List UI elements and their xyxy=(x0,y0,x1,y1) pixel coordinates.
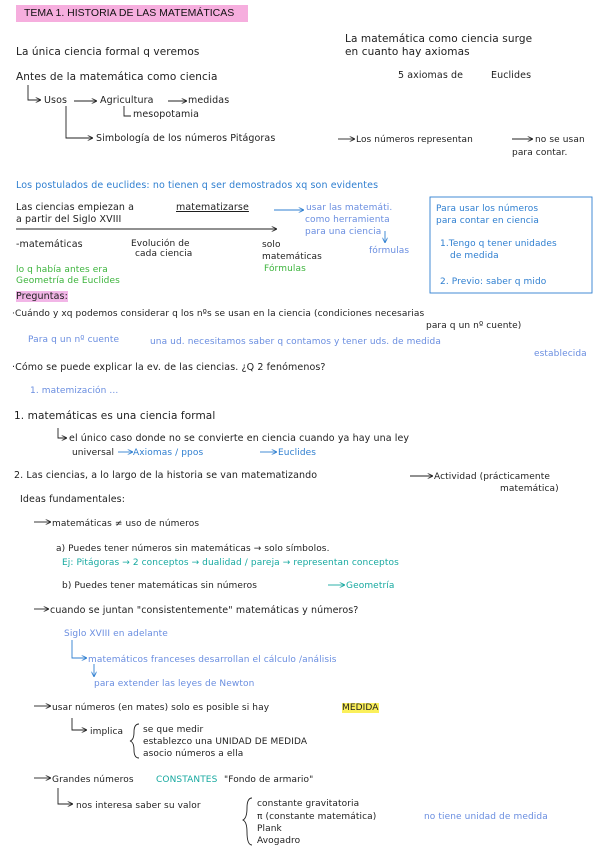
usar-mates-3: para una ciencia xyxy=(305,227,382,237)
formulas-green-label: Fórmulas xyxy=(264,264,306,274)
formulas-label: fórmulas xyxy=(369,246,410,256)
box-line-5: 2. Previo: saber q mido xyxy=(440,277,547,287)
question-1: ·Cuándo y xq podemos considerar q los nºs se usan en la ciencia (condiciones necesarias xyxy=(12,309,425,319)
point-1-arrow xyxy=(58,428,66,438)
implica-item-1: se que medir xyxy=(143,725,204,735)
mesopotamia-branch xyxy=(124,106,131,116)
implica-item-3: asocio números a ella xyxy=(143,749,244,759)
fondo-armario-label: "Fondo de armario" xyxy=(224,775,314,785)
euclides-label: Euclides xyxy=(491,70,532,81)
usos-label: Usos xyxy=(44,95,68,106)
constants-brace xyxy=(243,798,252,845)
implica-label: implica xyxy=(90,727,124,737)
implica-item-2: establezco una UNIDAD DE MEDIDA xyxy=(143,737,308,747)
franceses-line: matemáticos franceses desarrollan el cálculo /análisis xyxy=(88,655,337,665)
box-line-1: Para usar los números xyxy=(436,204,539,214)
universal-label: universal xyxy=(72,448,115,458)
constant-4: Avogadro xyxy=(257,836,301,846)
box-line-3: 1.Tengo q tener unidades xyxy=(440,239,557,249)
medidas-label: medidas xyxy=(188,95,230,106)
box-outline xyxy=(430,197,592,293)
agricultura-label: Agricultura xyxy=(100,95,154,106)
ciencias-line-a: Las ciencias empiezan a xyxy=(16,202,135,213)
axiomas-ppos-label: Axiomas / ppos xyxy=(133,448,204,458)
answer-1-c: establecida xyxy=(534,349,587,359)
simbologia-line: Simbología de los números Pitágoras xyxy=(96,133,276,144)
before-math-line: Antes de la matemática como ciencia xyxy=(16,71,218,83)
evolucion-label-1: Evolución de xyxy=(131,239,190,249)
point-1-title: 1. matemáticas es una ciencia formal xyxy=(14,410,216,422)
solo-label: solo xyxy=(262,240,281,250)
representan-label: Los números representan xyxy=(356,135,473,145)
idea-1: matemáticas ≠ uso de números xyxy=(52,519,200,529)
preguntas-title: Preguntas: xyxy=(16,291,68,302)
implica-arrow xyxy=(72,718,86,730)
question-1-cont: para q un nº cuente) xyxy=(426,321,522,331)
page-title: TEMA 1. HISTORIA DE LAS MATEMÁTICAS xyxy=(16,5,248,22)
idea-2: cuando se juntan "consistentemente" matemáticas y números? xyxy=(50,605,359,616)
implica-brace xyxy=(130,724,139,758)
solo-mates-label: matemáticas xyxy=(262,252,322,262)
franceses-arrow xyxy=(72,640,86,658)
box-line-2: para contar en ciencia xyxy=(436,216,540,226)
idea-1-b: b) Puedes tener matemáticas sin números xyxy=(62,581,258,591)
question-2: ·Cómo se puede explicar la ev. de las ciencias. ¿Q 2 fenómenos? xyxy=(12,362,326,373)
constant-1: constante gravitatoria xyxy=(257,799,360,809)
intro-line: La única ciencia formal q veremos xyxy=(16,46,200,58)
ideas-title: Ideas fundamentales: xyxy=(20,494,126,505)
answer-1-a: Para q un nº cuente xyxy=(28,335,120,345)
constant-2-note: no tiene unidad de medida xyxy=(424,812,548,822)
simbologia-arrow xyxy=(66,106,92,138)
five-axioms-label: 5 axiomas de xyxy=(398,70,464,81)
postulados-line: Los postulados de euclides: no tienen q ser demostrados xq son evidentes xyxy=(16,180,379,191)
idea-3: usar números (en mates) solo es posible si hay xyxy=(52,703,270,713)
actividad-label: Actividad (prácticamente xyxy=(434,472,550,482)
axiomas-line: en cuanto hay axiomas xyxy=(345,46,470,58)
para-contar-label: para contar. xyxy=(512,148,568,158)
usar-mates-1: usar las matemáti. xyxy=(306,203,393,213)
evolucion-label-2: cada ciencia xyxy=(135,249,193,259)
answer-2: 1. matemización ... xyxy=(30,386,119,396)
math-science-line: La matemática como ciencia surge xyxy=(345,33,533,45)
matematizarse-word: matematizarse xyxy=(176,202,249,213)
newton-line: para extender las leyes de Newton xyxy=(94,679,255,689)
geometria-euclides-label: Geometría de Euclides xyxy=(16,276,120,286)
answer-1-b: una ud. necesitamos saber q contamos y tener uds. de medida xyxy=(150,337,441,347)
idea-1-a: a) Puedes tener números sin matemáticas → solo símbolos. xyxy=(56,544,330,554)
grandes-numeros: Grandes números xyxy=(52,775,134,785)
geometria-label: Geometría xyxy=(346,581,395,591)
antes-label: lo q había antes era xyxy=(16,265,108,275)
constant-3: Plank xyxy=(257,824,282,834)
idea-1-a-example: Ej: Pitágoras → 2 conceptos → dualidad / pareja → representan conceptos xyxy=(62,558,399,568)
point-1-desc: el único caso donde no se convierte en ciencia cuando ya hay una ley xyxy=(69,433,410,444)
no-usan-label: no se usan xyxy=(535,135,585,145)
constantes-label: CONSTANTES xyxy=(156,775,218,785)
point-2-title: 2. Las ciencias, a lo largo de la historia se van matematizando xyxy=(14,470,318,481)
usos-arrow xyxy=(28,85,40,100)
euclides-blue-label: Euclides xyxy=(278,448,317,458)
valor-arrow xyxy=(58,788,72,804)
box-line-4: de medida xyxy=(450,251,499,261)
mesopotamia-label: mesopotamia xyxy=(133,109,200,120)
medida-highlight: MEDIDA xyxy=(342,703,379,713)
usar-mates-2: como herramienta xyxy=(305,215,390,225)
valor-line: nos interesa saber su valor xyxy=(76,801,201,811)
siglo-xviii-line: a partir del Siglo XVIII xyxy=(16,214,122,225)
siglo-xviii-adelante: Siglo XVIII en adelante xyxy=(64,629,168,639)
matematicas-label: -matemáticas xyxy=(16,239,83,250)
matematica-label: matemática) xyxy=(500,484,559,494)
constant-2: π (constante matemática) xyxy=(257,812,377,822)
